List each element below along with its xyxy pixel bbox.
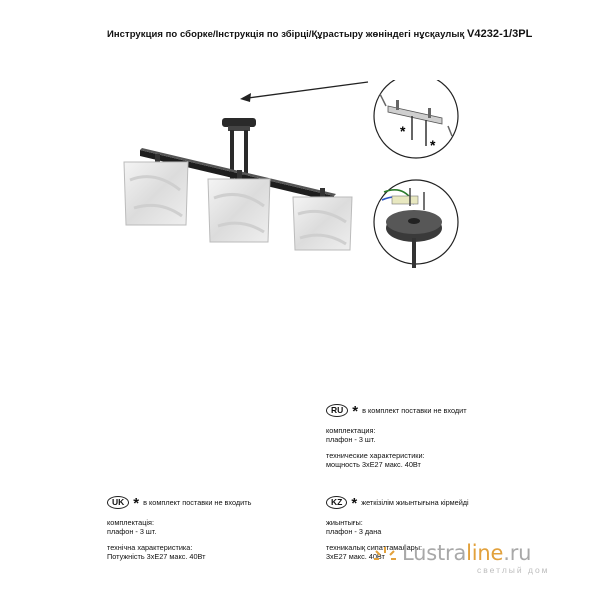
brand-logo-icon	[372, 545, 398, 571]
uk-spec-label: технічна характеристика:	[107, 542, 193, 552]
uk-spec-value: Потужність 3хЕ27 макс. 40Вт	[107, 552, 206, 562]
kz-spec-value: 3хЕ27 макс. 40Вт	[326, 552, 385, 562]
mounting-bracket-illustration	[362, 80, 472, 280]
ru-note: в комплект поставки не входит	[362, 405, 467, 415]
ru-spec-label: технические характеристики:	[326, 450, 425, 460]
kz-note: жеткізілім жиынтығына кірмейді	[361, 497, 469, 507]
kz-set-value: плафон - 3 дана	[326, 527, 382, 537]
brand-main: Lustra	[402, 541, 467, 565]
uk-note: в комплект поставки не входить	[143, 497, 252, 507]
uk-set-label: комплектація:	[107, 518, 154, 527]
section-ru	[326, 404, 467, 470]
ru-set-label: комплектация:	[326, 426, 376, 435]
uk-set-value: плафон - 3 шт.	[107, 527, 157, 537]
asterisk-icon: *	[352, 402, 359, 420]
ceiling-lamp-illustration	[100, 80, 380, 260]
kz-set-label: жиынтығы:	[326, 518, 363, 527]
brand-logo	[402, 541, 550, 575]
brand-tld: .ru	[503, 541, 532, 565]
asterisk-icon: *	[133, 494, 140, 512]
brand-tagline: светлый дом	[477, 565, 550, 575]
page-title	[107, 28, 532, 40]
kz-badge: KZ	[326, 496, 347, 509]
ru-badge: RU	[326, 404, 348, 417]
section-uk	[107, 496, 251, 562]
ru-spec-value: мощность 3хЕ27 макс. 40Вт	[326, 460, 421, 470]
asterisk-icon: *	[351, 494, 358, 512]
ru-set-value: плафон - 3 шт.	[326, 435, 376, 445]
uk-badge: UK	[107, 496, 129, 509]
model-number: V4232-1/3PL	[467, 28, 533, 40]
brand-accent: line	[466, 541, 504, 565]
svg-text:*: *	[400, 123, 406, 139]
svg-text:*: *	[430, 137, 436, 153]
title-text: Инструкция по сборке/Інструкція по збірці/Құрастыру жөніндегі нұсқаулық	[107, 29, 465, 40]
kz-spec-label: техникалық сипаттамалары:	[326, 542, 422, 552]
